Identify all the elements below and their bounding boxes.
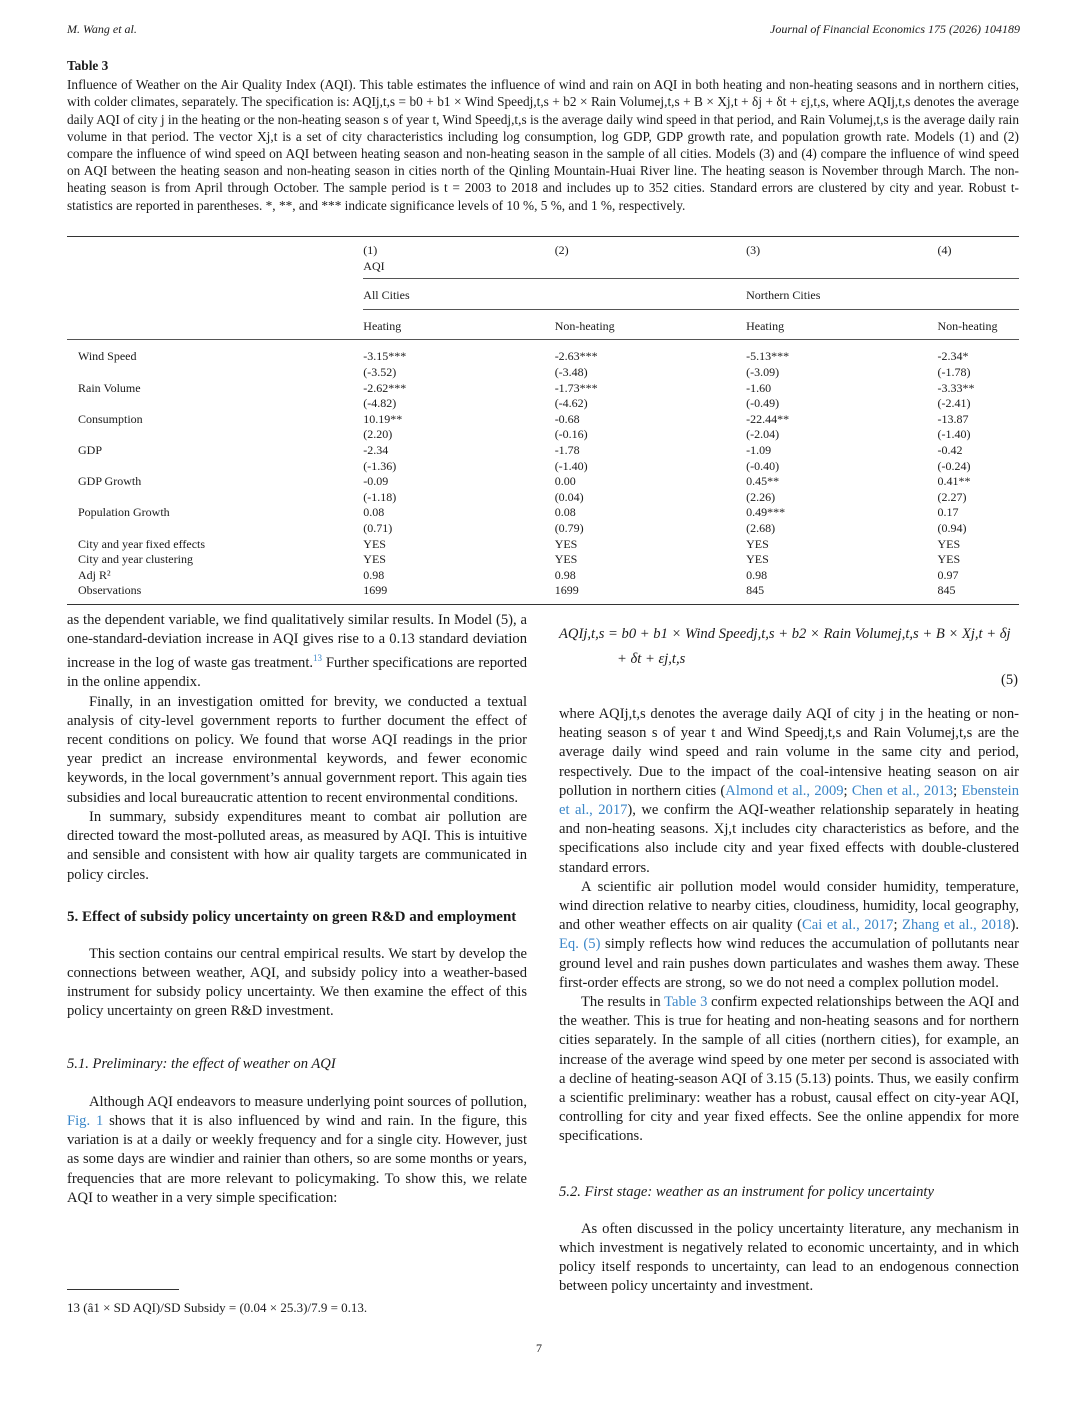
coefficient: -2.34* xyxy=(937,349,969,364)
running-head-journal: Journal of Financial Economics 175 (2026) 104189 xyxy=(770,22,1020,36)
dependent-variable: AQI xyxy=(363,259,1019,279)
paragraph: Finally, in an investigation omitted for brevity, we conducted a textual analysis of city-level government reports to further document the effect of recent conditions on policy. We found that worse AQI readings in the prior year predict an increase environmental keywords, and fewer economic keywords, in the local government’s annual government report. This again ties subsidies and local bureaucratic attention to recent environmental conditions. xyxy=(67,693,527,806)
table-caption-text: Influence of Weather on the Air Quality Index (AQI). This table estimates the influence of wind and rain on AQI in both heating and non-heating seasons and in northern cities, with colder climates, separately. The specification is: AQIj,t,s = b0 + b1 × Wind Speedj,t,s + b2 × Rain Volumej,t,s + B × Xj,t + δj + δt + εj,t,s, where AQIj,t,s denotes the average daily AQI of city j in the heating or the non-heating season s of year t, Wind Speedj,t,s is the average daily wind speed in that period, and Rain Volumej,t,s is the average daily rain volume in that period. The vector Xj,t is a set of city characteristics including log consumption, log GDP, GDP growth rate, and population growth rate. Models (1) and (2) compare the influence of wind speed on AQI between heating season and non-heating season in the sample of all cities. Models (3) and (4) compare the influence of wind speed on AQI between the heating season and non-heating season in cities north of the Qinling Mountain-Huai River line. The heating season is November through March. The non-heating season is from April through October. The sample period is t = 2003 to 2018 and includes up to 352 cities. Standard errors are clustered by city and year. Robust t-statistics are reported in parentheses. *, **, and *** indicate significance levels of 10 %, 5 %, and 1 %, respectively. xyxy=(67,77,1019,213)
t-statistic: (-0.49) xyxy=(746,396,780,411)
table-row xyxy=(67,443,1019,459)
table-row xyxy=(67,340,1019,365)
t-statistic: (-1.78) xyxy=(937,364,971,379)
citation-link[interactable]: Cai et al., 2017 xyxy=(802,917,894,934)
col-number: (3) xyxy=(746,237,937,259)
table-cell: YES xyxy=(554,552,578,567)
table-cell: YES xyxy=(746,552,769,567)
row-label: Population Growth xyxy=(78,505,170,520)
coefficient: -0.68 xyxy=(554,411,580,426)
season-label: Non-heating xyxy=(555,309,746,340)
paragraph: As often discussed in the policy uncertainty literature, any mechanism in which investment is negatively related to economic uncertainty, and in which policy itself responds to uncertainty, can lead to an endogenous connection between policy uncertainty and investment. xyxy=(559,1220,1019,1295)
figure-link[interactable]: Fig. 1 xyxy=(67,1112,104,1129)
row-label: City and year fixed effects xyxy=(78,536,206,551)
page-number: 7 xyxy=(536,1341,542,1355)
t-statistic: (-1.18) xyxy=(363,489,397,504)
t-statistic: (-0.24) xyxy=(937,458,971,473)
paragraph: In summary, subsidy expenditures meant to combat air pollution are directed toward the most-polluted areas, as measured by AQI. This is intuitive and sensible and consistent with how air quality targets are communicated in policy circles. xyxy=(67,808,527,883)
table-row xyxy=(67,474,1019,490)
coefficient: -5.13*** xyxy=(746,349,790,364)
table-row xyxy=(67,552,1019,568)
citation-link[interactable]: Zhang et al., 2018 xyxy=(902,917,1011,934)
footnote-ref[interactable]: 13 xyxy=(313,653,323,664)
equation-number: (5) xyxy=(1000,672,1018,688)
row-label: Observations xyxy=(67,583,363,604)
table-row xyxy=(67,396,1019,412)
paragraph-text: confirm expected relationships between the AQI and the weather. This is true for heating and non-heating seasons and for northern cities separately. In the sample of all cities (northern cities), for example, an increase of the average wind speed by one meter per second is associated with a decline of heating-season AQI of 3.15 (5.13) points. Thus, we easily confirm a scientific preliminary: weather has a robust, causal effect on city-year AQI, controlling for city and year fixed effects. See the online appendix for more specifications. xyxy=(559,994,1019,1145)
paragraph xyxy=(67,1093,527,1208)
coefficient: -1.73*** xyxy=(554,380,598,395)
t-statistic: (-3.09) xyxy=(746,364,780,379)
section-heading: 5. Effect of subsidy policy uncertainty on green R&D and employment xyxy=(67,908,517,925)
footnote: 13 (â1 × SD AQI)/SD Subsidy = (0.04 × 25.3)/7.9 = 0.13. xyxy=(67,1300,368,1315)
table-cell: YES xyxy=(363,536,386,551)
coefficient: 0.08 xyxy=(554,505,576,520)
coefficient: -2.62*** xyxy=(363,380,407,395)
separator: ; xyxy=(893,917,903,934)
row-label: Rain Volume xyxy=(78,380,141,395)
t-statistic: (-4.82) xyxy=(363,396,397,411)
paragraph-text: ), we confirm the AQI-weather relationship separately in heating and non-heating seasons. Xj,t includes city characteristics as before, and the specifications also include city and year fixed effects with double-clustered standard errors. xyxy=(559,802,1019,876)
t-statistic: (-2.41) xyxy=(937,396,971,411)
table-row xyxy=(67,537,1019,553)
table-row xyxy=(67,412,1019,428)
table-number: Table 3 xyxy=(67,58,109,73)
coefficient: -13.87 xyxy=(937,411,969,426)
subsection-heading: 5.2. First stage: weather as an instrument for policy uncertainty xyxy=(559,1183,934,1200)
equation-line: + δt + εj,t,s xyxy=(617,651,686,667)
table-cell: 1699 xyxy=(363,583,554,604)
paragraph xyxy=(559,705,1019,878)
paragraph-text: where AQIj,t,s denotes the average daily AQI of city j in the heating or non-heating season s of year t and Wind Speedj,t,s and Rain Volumej,t,s are the average daily wind speed and rain volume in the same city and period, respectively. Due to the impact of the coal-intensive heating season on air pollution in northern cities ( xyxy=(559,706,1019,799)
col-number: (1) xyxy=(363,237,554,259)
t-statistic: (2.20) xyxy=(363,427,393,442)
t-statistic: (2.26) xyxy=(746,489,776,504)
coefficient: 10.19** xyxy=(363,411,403,426)
table-cell: 0.97 xyxy=(937,567,959,582)
subsection-heading: 5.1. Preliminary: the effect of weather on AQI xyxy=(67,1055,336,1072)
coefficient: 0.41** xyxy=(937,474,971,489)
row-label: GDP xyxy=(78,442,103,457)
t-statistic: (-2.04) xyxy=(746,427,780,442)
table-cell: 845 xyxy=(938,583,1020,604)
season-label: Non-heating xyxy=(938,309,1020,340)
table-cell: 0.98 xyxy=(746,567,768,582)
sample-all-cities: All Cities xyxy=(363,279,746,310)
coefficient: 0.08 xyxy=(363,505,385,520)
table-cell: YES xyxy=(363,552,386,567)
t-statistic: (-3.48) xyxy=(554,364,588,379)
table-row xyxy=(67,521,1019,537)
table-cell: 0.98 xyxy=(554,567,576,582)
table-row xyxy=(67,505,1019,521)
paragraph-text: The results in xyxy=(581,994,665,1011)
row-label: Adj R² xyxy=(78,567,111,582)
paragraph xyxy=(67,611,527,693)
row-label: City and year clustering xyxy=(78,552,193,567)
paragraph-text: shows that it is also influenced by wind and rain. In the figure, this variation is at a daily or weekly frequency and for a single city. However, just as some days are windier and rainier than others, so are some months or years, frequencies that are more relevant to policymaking. To show this, we relate AQI to weather in a very simple specification: xyxy=(67,1112,527,1206)
coefficient: -0.42 xyxy=(937,442,963,457)
coefficient: 0.00 xyxy=(554,474,576,489)
paragraph: This section contains our central empirical results. We start by develop the connections between weather, AQI, and subsidy policy into a weather-based instrument for subsidy policy uncertainty. We then examine the effect of this policy uncertainty on green R&D investment. xyxy=(67,945,527,1020)
table-cell: 845 xyxy=(746,583,937,604)
t-statistic: (-3.52) xyxy=(363,364,397,379)
table-cell: YES xyxy=(937,552,961,567)
sample-northern-cities: Northern Cities xyxy=(746,279,1019,310)
t-statistic: (-1.36) xyxy=(363,458,397,473)
t-statistic: (0.71) xyxy=(363,520,393,535)
footnote-rule xyxy=(67,1289,179,1290)
citation-link[interactable]: Ebenstein et al., 2017 xyxy=(559,782,1020,819)
left-column xyxy=(67,611,527,1208)
table-row xyxy=(67,365,1019,381)
t-statistic: (-0.40) xyxy=(746,458,780,473)
coefficient: -3.33** xyxy=(937,380,975,395)
t-statistic: (2.27) xyxy=(937,489,967,504)
table-cell: 1699 xyxy=(555,583,746,604)
equation-line: AQIj,t,s = b0 + b1 × Wind Speedj,t,s + b2 × Rain Volumej,t,s + B × Xj,t + δj xyxy=(559,626,1011,642)
t-statistic: (2.68) xyxy=(746,520,776,535)
equation-link[interactable]: Eq. (5) xyxy=(559,936,601,953)
t-statistic: (-0.16) xyxy=(554,427,588,442)
table-header-row xyxy=(67,237,1019,259)
coefficient: -1.09 xyxy=(746,442,772,457)
table-row xyxy=(67,583,1019,604)
table-caption xyxy=(67,57,1019,214)
coefficient: -22.44** xyxy=(746,411,790,426)
running-head-authors: M. Wang et al. xyxy=(67,22,137,36)
separator: ; xyxy=(953,782,962,799)
results-table xyxy=(67,236,1019,605)
coefficient: -2.34 xyxy=(363,442,389,457)
right-column xyxy=(559,705,1019,1297)
t-statistic: (0.79) xyxy=(554,520,584,535)
t-statistic: (-1.40) xyxy=(554,458,588,473)
row-label: GDP Growth xyxy=(78,474,142,489)
coefficient: -3.15*** xyxy=(363,349,407,364)
season-label: Heating xyxy=(746,309,937,340)
citation-link[interactable]: Almond et al., 2009 xyxy=(725,782,844,799)
table-cell: YES xyxy=(554,536,578,551)
coefficient: -1.60 xyxy=(746,380,772,395)
row-label: Wind Speed xyxy=(78,349,137,364)
col-number: (4) xyxy=(938,237,1020,259)
coefficient: 0.45** xyxy=(746,474,780,489)
table-row xyxy=(67,427,1019,443)
paragraph-text: A scientific air pollution model would consider humidity, temperature, wind direction relative to nearby cities, cloudiness, humidity, local geography, and other weather effects on air quality ( xyxy=(559,878,1019,934)
row-label: Consumption xyxy=(78,411,143,426)
season-label: Heating xyxy=(363,309,554,340)
paragraph-text: Although AQI endeavors to measure underlying point sources of pollution, xyxy=(89,1093,527,1110)
coefficient: -1.78 xyxy=(554,442,580,457)
paragraph-text: Further specifications are reported in the online appendix. xyxy=(67,655,528,691)
coefficient: -0.09 xyxy=(363,474,389,489)
coefficient: 0.17 xyxy=(937,505,959,520)
paragraph-text: simply reflects how wind reduces the accumulation of pollutants near ground level and rain pushes down particulates and washes them away. These first-order effects are strong, so we do not need a complex pollution model. xyxy=(559,936,1019,991)
t-statistic: (0.04) xyxy=(554,489,584,504)
table-row xyxy=(67,381,1019,397)
separator: ; xyxy=(843,782,852,799)
t-statistic: (-4.62) xyxy=(554,396,588,411)
table-row xyxy=(67,490,1019,506)
coefficient: -2.63*** xyxy=(554,349,598,364)
table-link[interactable]: Table 3 xyxy=(664,994,708,1011)
table-row xyxy=(67,568,1019,584)
paragraph xyxy=(559,993,1019,1147)
table-cell: 0.98 xyxy=(363,567,385,582)
table-row xyxy=(67,459,1019,475)
table-cell: YES xyxy=(746,536,769,551)
table-cell: YES xyxy=(937,536,961,551)
paragraph-text: as the dependent variable, we find qualitatively similar results. In Model (5), a one-standard-deviation increase in AQI gives rise to a 0.13 standard deviation increase in the log of waste gas treatment. xyxy=(67,612,527,672)
col-number: (2) xyxy=(555,237,746,259)
paragraph xyxy=(559,878,1019,993)
coefficient: 0.49*** xyxy=(746,505,786,520)
paragraph-text: ). xyxy=(1010,917,1020,934)
t-statistic: (0.94) xyxy=(937,520,967,535)
citation-link[interactable]: Chen et al., 2013 xyxy=(851,782,954,799)
t-statistic: (-1.40) xyxy=(937,427,971,442)
